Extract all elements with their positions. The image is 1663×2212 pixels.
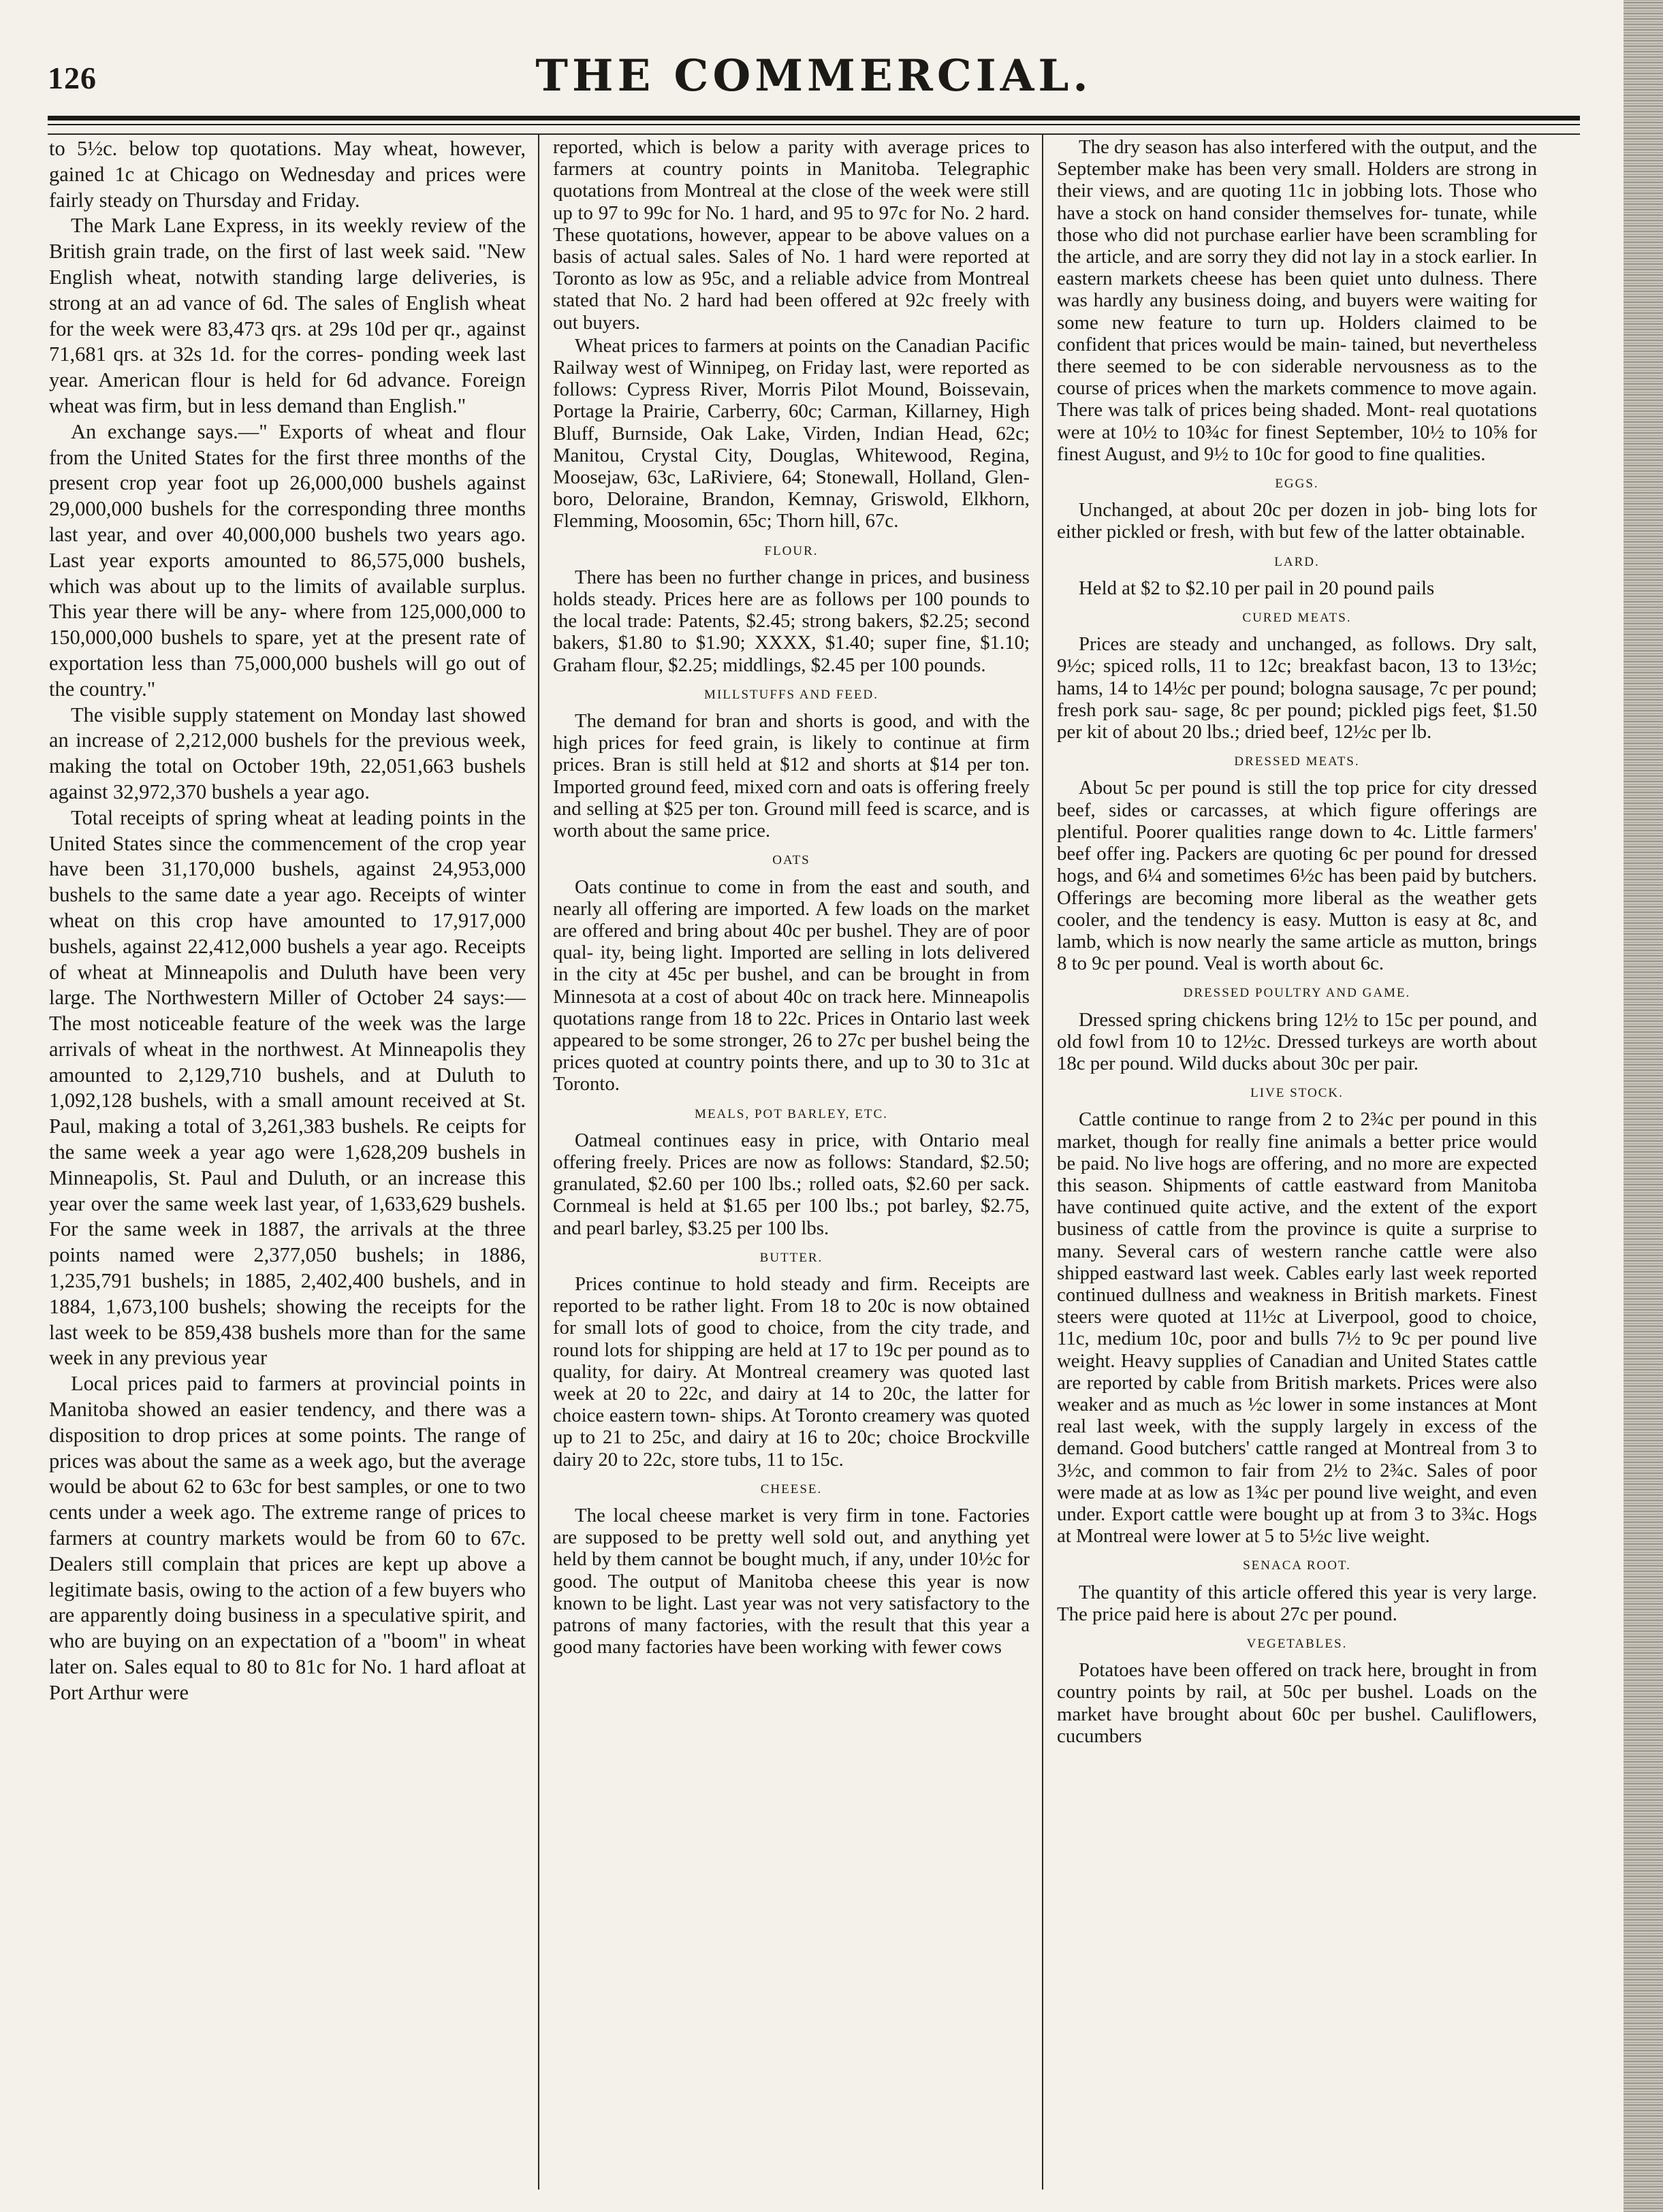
section-text: About 5c per pound is still the top price for city dressed beef, sides or carcasses, at which figure offerings are plentiful. Poorer qualities range down to 4c. Little farmers' beef offer ing. Packers are quoting 6c per pound for dressed hogs, and 6¼ and sometimes 6½c has been paid by butchers. Offerings are becoming more liberal as the weather gets cooler, and the tendency is easy. Mutton is easy at 8c, and lamb, which is now nearly the same article as mutton, brings 8 to 9c per pound. Veal is worth about 6c. <box>1057 777 1537 975</box>
paragraph: Wheat prices to farmers at points on the Canadian Pacific Railway west of Winnipeg, on Friday last, were reported as follows: Cypress River, Morris Pilot Mound, Boissevain, Portage la Prairie, Carberry, 60c; Carman, Killarney, High Bluff, Burnside, Oak Lake, Virden, Indian Head, 62c; Manitou, Crystal City, Douglas, Whitewood, Regina, Moosejaw, 63c, LaRiviere, 64; Stonewall, Holland, Glen- boro, Deloraine, Brandon, Kemnay, Griswold, Elkhorn, Flemming, Moosomin, 65c; Thorn hill, 67c. <box>553 334 1030 532</box>
column-divider <box>1042 133 1043 2190</box>
section-heading-meals: MEALS, POT BARLEY, ETC. <box>695 1106 888 1121</box>
section-text: Prices are steady and unchanged, as follows. Dry salt, 9½c; spiced rolls, 11 to 12c; breakfast bacon, 13 to 13½c; hams, 14 to 14½c per pound; bologna sausage, 7c per pound; fresh pork sau- sage, 8c per pound; pickled pigs feet, $1.50 per kit of about 20 lbs.; dried beef, 12½c per lb. <box>1057 633 1537 743</box>
section-heading-poultry: DRESSED POULTRY AND GAME. <box>1183 986 1411 1001</box>
section-text: The demand for bran and shorts is good, and with the high prices for feed grain, is likely to continue at firm prices. Bran is still held at $12 and shorts at $14 per ton. Imported ground feed, mixed corn and oats is offering freely and selling at $25 per ton. Ground mill feed is scarce, and is worth about the same price. <box>553 710 1030 842</box>
header-rule-thin <box>48 124 1580 125</box>
section-text: Held at $2 to $2.10 per pail in 20 pound pails <box>1079 577 1435 599</box>
section-heading-cured-meats: CURED MEATS. <box>1242 611 1352 626</box>
section-heading-live-stock: LIVE STOCK. <box>1250 1086 1344 1101</box>
section-text: Potatoes have been offered on track here, brought in from country points by rail, at 50c per bushel. Loads on the market have brought about 60c per bushel. Cauliflowers, cucumbers <box>1057 1659 1537 1747</box>
masthead-title: THE COMMERCIAL. <box>535 50 1092 101</box>
section-text: Oatmeal continues easy in price, with Ontario meal offering freely. Prices are now as follows: Standard, $2.50; granulated, $2.60 per 100 lbs.; rolled oats, $2.60 per sack. Cornmeal is held at $1.65 per 100 lbs.; pot barley, $2.75, and pearl barley, $3.25 per 100 lbs. <box>553 1129 1030 1239</box>
page-number: 126 <box>48 61 97 95</box>
column-1 <box>49 136 526 2185</box>
section-text: The quantity of this article offered this year is very large. The price paid here is about 27c per pound. <box>1057 1581 1537 1625</box>
paragraph: Local prices paid to farmers at provincial points in Manitoba showed an easier tendency, and there was a disposition to drop prices at some points. The range of prices was about the same as a week ago, but the average would be about 62 to 63c for best samples, or one to two cents under a week ago. The extreme range of prices to farmers at country markets would be from 60 to 67c. Dealers still complain that prices are kept up above a legitimate basis, owing to the action of a few buyers who are apparently doing business in a speculative spirit, and who are buying on an expectation of a "boom" in wheat later on. Sales equal to 80 to 81c for No. 1 hard afloat at Port Arthur were <box>49 1372 526 1704</box>
section-heading-cheese: CHEESE. <box>760 1481 823 1496</box>
section-heading-butter: BUTTER. <box>759 1250 823 1265</box>
section-text: There has been no further change in prices, and business holds steady. Prices here are as follows per 100 pounds to the local trade: Patents, $2.45; strong bakers, $2.25; second bakers, $1.80 to $1.90; XXXX, $1.40; super fine, $1.10; Graham flour, $2.25; middlings, $2.45 per 100 pounds. <box>553 566 1030 676</box>
scan-edge-strip <box>1624 0 1663 2212</box>
section-heading-millstuffs: MILLSTUFFS AND FEED. <box>704 687 878 702</box>
paragraph: The Mark Lane Express, in its weekly review of the British grain trade, on the first of last week said. "New English wheat, notwith standing large deliveries, is strong at an ad vance of 6d. The sales of English wheat for the week were 83,473 qrs. at 29s 10d per qr., against 71,681 qrs. at 32s 1d. for the corres- ponding week last year. American flour is held for 6d advance. Foreign wheat was firm, but in less demand than English." <box>49 214 526 417</box>
section-heading-lard: LARD. <box>1274 554 1320 569</box>
column-3 <box>1057 136 1537 2185</box>
paragraph: reported, which is below a parity with average prices to farmers at country points in Manitoba. Telegraphic quotations from Montreal at the close of the week were still up to 97 to 99c for No. 1 hard, and 95 to 97c for No. 2 hard. These quotations, however, appear to be above values on a basis of actual sales. Sales of No. 1 hard were reported at Toronto as low as 95c, and a reliable advice from Montreal stated that No. 2 hard had been offered at 92c freely with out buyers. <box>553 136 1030 334</box>
section-heading-vegetables: VEGETABLES. <box>1246 1637 1348 1651</box>
column-divider <box>538 133 539 2190</box>
page-header <box>48 41 1580 129</box>
paragraph: to 5½c. below top quotations. May wheat, however, gained 1c at Chicago on Wednesday and prices were fairly steady on Thursday and Friday. <box>49 137 526 212</box>
section-text: Prices continue to hold steady and firm. Receipts are reported to be rather light. From 18 to 20c is now obtained for small lots of good to choice, from the city trade, and round lots for shipping are held at 17 to 19c per pound as to quality, for dairy. At Montreal creamery was quoted last week at 20 to 22c, and dairy at 14 to 20c, the latter for choice eastern town- ships. At Toronto creamery was quoted up to 21 to 25c, and dairy at 16 to 20c; choice Brockville dairy 20 to 22c, store tubs, 11 to 15c. <box>553 1272 1030 1471</box>
paragraph: The dry season has also interfered with the output, and the September make has been very small. Holders are strong in their views, and are quoting 11c in jobbing lots. Those who have a stock on hand consider themselves for- tunate, while those who did not purchase earlier have been scrambling for the article, and are sorry they did not lay in a stock earlier. In eastern markets cheese has been quiet unto dulness. There was hardly any business doing, and buyers were waiting for some new feature to turn up. Holders claimed to be confident that prices would be main- tained, but nevertheless there seemed to be con siderable nervousness as to the course of prices when the markets commence to move again. There was talk of prices being shaded. Mont- real quotations were at 10½ to 10¾c for finest September, 10½ to 10⅝ for finest August, and 9½ to 10c for good to fine qualities. <box>1057 136 1537 465</box>
column-2 <box>553 136 1030 2185</box>
paragraph: An exchange says.—" Exports of wheat and flour from the United States for the first three months of the present crop year foot up 26,000,000 bushels against 29,000,000 bushels for the corresponding three months last year, and over 40,000,000 bushels two years ago. Last year exports amounted to 86,575,000 bushels, which was about up to the limits of available surplus. This year there will be any- where from 125,000,000 to 150,000,000 bushels to spare, yet at the present rate of exportation less than 75,000,000 bushels will go out of the country." <box>49 419 526 701</box>
paragraph: The visible supply statement on Monday last showed an increase of 2,212,000 bushels for the previous week, making the total on October 19th, 22,051,663 bushels against 32,972,370 bushels a year ago. <box>49 703 526 803</box>
section-text: Cattle continue to range from 2 to 2¾c per pound in this market, though for really fine animals a better price would be paid. No live hogs are offering, and no more are expected this season. Shipments of cattle eastward from Manitoba have continued quite active, and the extent of the export business of cattle from the province is quite a surprise to many. Several cars of western ranche cattle were also shipped eastward last week. Cables early last week reported continued dullness and weakness in British markets. Finest steers were quoted at 11½c at Liverpool, good to choice, 11c, medium 10c, poor and bulls 7½ to 9c per pound live weight. Heavy supplies of Canadian and United States cattle are reported by cable from British markets. Prices were also weaker and as much as ½c lower in some instances at Mont real last week, with the supply largely in excess of the demand. Good butchers' cattle ranged at Montreal from 3 to 3½c, and common to fair from 2½ to 2¾c. Sales of poor were made at as low as 1¾c per pound live weight, and even under. Export cattle were bought up at from 3 to 3¾c. Hogs at Montreal were lower at 5 to 5½c live weight. <box>1057 1108 1537 1548</box>
section-heading-senaca-root: SENACA ROOT. <box>1243 1558 1351 1573</box>
section-heading-flour: FLOUR. <box>764 543 819 558</box>
header-rule <box>48 116 1580 121</box>
column-top-rule <box>48 133 1580 135</box>
section-text: Oats continue to come in from the east and south, and nearly all offering are imported. A few loads on the market are offered and bring about 40c per bushel. They are of poor qual- ity, being light. Imported are selling in lots delivered in the city at 45c per bushel, and can be brought in from Minnesota at a cost of about 40c on track here. Minneapolis quotations range from 18 to 22c. Prices in Ontario last week appeared to be some stronger, 26 to 27c per bushel being the prices quoted at country points there, and up to 30 to 31c at Toronto. <box>553 876 1030 1095</box>
section-heading-eggs: EGGS. <box>1275 477 1319 492</box>
section-text: Dressed spring chickens bring 12½ to 15c per pound, and old fowl from 10 to 12½c. Dressed turkeys are worth about 18c per pound. Wild ducks about 30c per pair. <box>1057 1008 1537 1074</box>
paragraph: Total receipts of spring wheat at leading points in the United States since the commencement of the crop year have been 31,170,000 bushels, against 24,953,000 bushels to the same date a year ago. Receipts of winter wheat on this crop have amounted to 17,917,000 bushels, against 22,412,000 bushels a year ago. Receipts of wheat at Minneapolis and Duluth have been very large. The Northwestern Miller of October 24 says:—The most noticeable feature of the week was the large arrivals of wheat in the northwest. At Minneapolis they amounted to 2,129,710 bushels, and at Duluth to 1,092,128 bushels, with a small amount received at St. Paul, making a total of 3,261,383 bushels. Re ceipts for the same week a year ago were 1,628,209 bushels in Minneapolis, St. Paul and Duluth, or an increase this year over the same week last year, of 1,633,629 bushels. For the same week in 1887, the arrivals at the three points named were 2,377,050 bushels; in 1886, 1,235,791 bushels; in 1885, 2,402,400 bushels, and in 1884, 1,673,100 bushels; showing the receipts for the last week to be 859,438 bushels more than for the same week in any previous year <box>49 805 526 1370</box>
section-heading-dressed-meats: DRESSED MEATS. <box>1234 754 1360 769</box>
section-text: The local cheese market is very firm in tone. Factories are supposed to be pretty well sold out, and anything yet held by them cannot be bought much, if any, under 10½c for good. The output of Manitoba cheese this year is now known to be light. Last year was not very satisfactory to the patrons of many factories, with the result that this year a good many factories have been working with fewer cows <box>553 1504 1030 1658</box>
section-heading-oats: OATS <box>772 853 810 868</box>
section-text: Unchanged, at about 20c per dozen in job- bing lots for either pickled or fresh, with but few of the latter obtainable. <box>1057 499 1537 543</box>
